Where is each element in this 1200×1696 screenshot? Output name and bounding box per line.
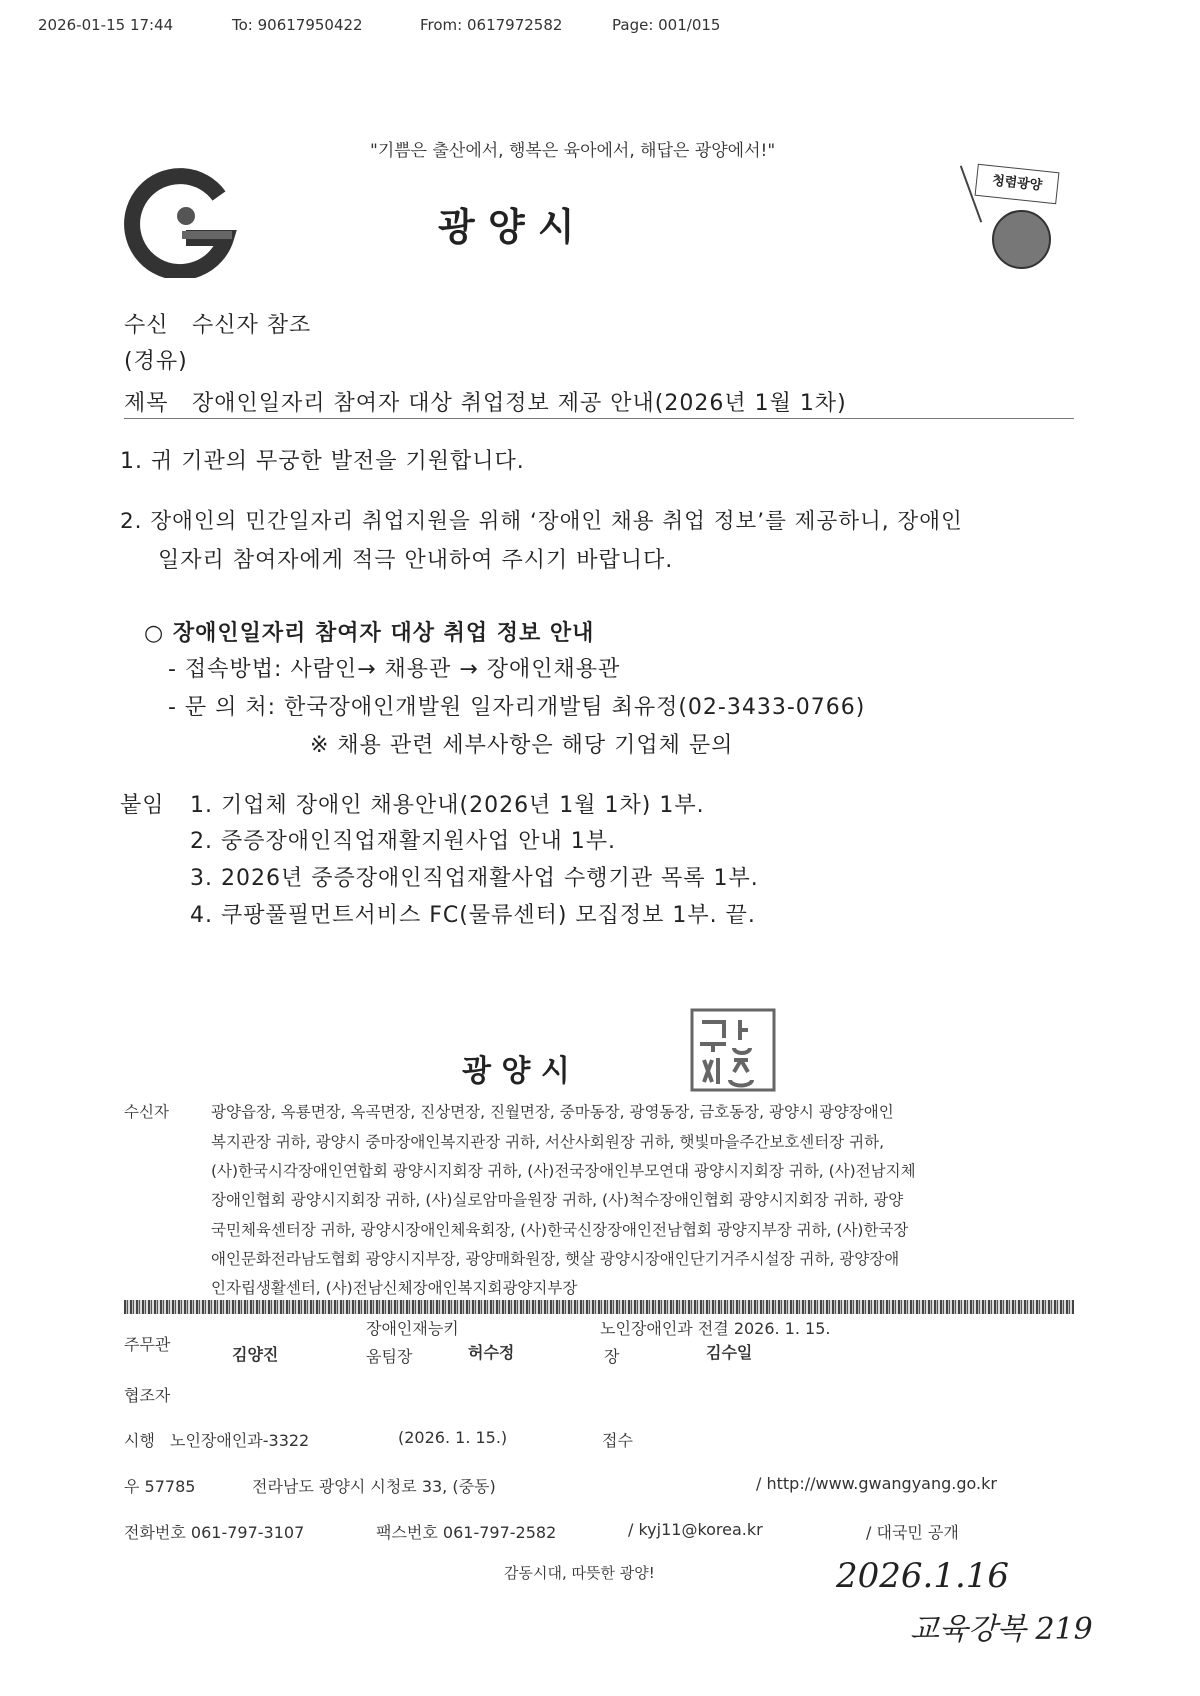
recipients-line: 애인문화전라남도협회 광양시지부장, 광양매화원장, 햇살 광양시장애인단기거주시설장 귀하, 광양장애 bbox=[211, 1250, 900, 1268]
handwritten-registration: 교육강복 219 bbox=[910, 1612, 1093, 1647]
paragraph-2-line-2: 일자리 참여자에게 적극 안내하여 주시기 바랍니다. bbox=[158, 548, 674, 573]
recipient-label: 수신 bbox=[124, 313, 169, 338]
via: (경유) bbox=[124, 349, 188, 374]
org-title: 광 양 시 bbox=[438, 205, 575, 249]
attachments-label: 붙임 bbox=[120, 793, 165, 818]
address: 전라남도 광양시 시청로 33, (중동) bbox=[252, 1477, 496, 1496]
enforce-date: (2026. 1. 15.) bbox=[398, 1428, 508, 1447]
approver-name: 김수일 bbox=[706, 1343, 753, 1362]
attachment-item: 2. 중증장애인직업재활지원사업 안내 1부. bbox=[190, 829, 616, 854]
fax-to: To: 90617950422 bbox=[232, 16, 363, 34]
disclosure: / 대국민 공개 bbox=[866, 1523, 959, 1542]
mascot-icon bbox=[970, 162, 1070, 272]
drafter-name: 김양진 bbox=[232, 1345, 279, 1364]
paragraph-1: 1. 귀 기관의 무궁한 발전을 기원합니다. bbox=[120, 449, 525, 474]
issuer-name: 광 양 시 bbox=[462, 1054, 570, 1089]
recipients-line: (사)한국시각장애인연합회 광양시지회장 귀하, (사)전국장애인부모연대 광양시지회장 귀하, (사)전남지체 bbox=[211, 1162, 916, 1180]
reviewer-title-2: 움팀장 bbox=[366, 1347, 413, 1366]
contact-info: - 문 의 처: 한국장애인개발원 일자리개발팀 최유정(02-3433-0766) bbox=[168, 695, 866, 720]
fax-datetime: 2026-01-15 17:44 bbox=[38, 16, 174, 34]
subject-label: 제목 bbox=[124, 391, 169, 416]
recipients-line: 국민체육센터장 귀하, 광양시장애인체육회장, (사)한국신장장애인전남협회 광양지부장 귀하, (사)한국장 bbox=[211, 1221, 909, 1239]
note: ※ 채용 관련 세부사항은 해당 기업체 문의 bbox=[310, 733, 734, 758]
slogan: "기쁨은 출산에서, 행복은 육아에서, 해답은 광양에서!" bbox=[370, 141, 776, 161]
cooperator-label: 협조자 bbox=[124, 1386, 171, 1405]
subject: 장애인일자리 참여자 대상 취업정보 제공 안내(2026년 1월 1차) bbox=[192, 391, 847, 416]
recipient: 수신자 참조 bbox=[192, 313, 312, 338]
approval-note: 노인장애인과 전결 2026. 1. 15. bbox=[600, 1319, 831, 1338]
city-logo-icon bbox=[124, 168, 244, 278]
reviewer-name: 허수정 bbox=[468, 1343, 515, 1362]
recipients-line: 복지관장 귀하, 광양시 중마장애인복지관장 귀하, 서산사회원장 귀하, 햇빛마을주간보호센터장 귀하, bbox=[211, 1133, 885, 1151]
fax-from: From: 0617972582 bbox=[420, 16, 563, 34]
email-link[interactable]: / kyj11@korea.kr bbox=[628, 1520, 763, 1539]
enforce-label: 시행 bbox=[124, 1431, 155, 1450]
recipients-line: 인자립생활센터, (사)전남신체장애인복지회광양지부장 bbox=[211, 1279, 578, 1297]
approver-title: 장 bbox=[604, 1347, 620, 1366]
drafter-label: 주무관 bbox=[124, 1335, 171, 1354]
fax-number: 팩스번호 061-797-2582 bbox=[376, 1523, 557, 1542]
fax-page: Page: 001/015 bbox=[612, 16, 721, 34]
recipients-line: 장애인협회 광양시지회장 귀하, (사)실로암마을원장 귀하, (사)척수장애인협회 광양시지회장 귀하, 광양 bbox=[211, 1191, 904, 1209]
phone-number: 전화번호 061-797-3107 bbox=[124, 1523, 305, 1542]
website-link[interactable]: / http://www.gwangyang.go.kr bbox=[756, 1474, 997, 1493]
city-motto: 감동시대, 따뜻한 광양! bbox=[504, 1564, 655, 1582]
reviewer-title-1: 장애인재능키 bbox=[366, 1319, 459, 1338]
subject-divider bbox=[124, 418, 1074, 419]
access-method: - 접속방법: 사람인→ 채용관 → 장애인채용관 bbox=[168, 657, 621, 682]
postal-code: 우 57785 bbox=[124, 1477, 196, 1496]
attachment-item: 3. 2026년 중증장애인직업재활사업 수행기관 목록 1부. bbox=[190, 866, 759, 891]
paragraph-2-line-1: 2. 장애인의 민간일자리 취업지원을 위해 ‘장애인 채용 취업 정보’를 제공하니, 장애인 bbox=[120, 509, 963, 534]
attachment-item: 1. 기업체 장애인 채용안내(2026년 1월 1차) 1부. bbox=[190, 793, 705, 818]
recipients-line: 광양읍장, 옥룡면장, 옥곡면장, 진상면장, 진월면장, 중마동장, 광영동장, 금호동장, 광양시 광양장애인 bbox=[211, 1103, 894, 1121]
mascot-flag: 청렴광양 bbox=[975, 164, 1060, 204]
receipt-label: 접수 bbox=[602, 1431, 633, 1450]
attachment-item: 4. 쿠팡풀필먼트서비스 FC(물류센터) 모집정보 1부. 끝. bbox=[190, 903, 756, 928]
section-title: ○ 장애인일자리 참여자 대상 취업 정보 안내 bbox=[144, 621, 595, 646]
recipients-label: 수신자 bbox=[124, 1103, 169, 1121]
separator-bar bbox=[124, 1300, 1074, 1314]
handwritten-date: 2026.1.16 bbox=[836, 1556, 1010, 1596]
official-seal-stamp bbox=[690, 1008, 776, 1092]
enforce-number: 노인장애인과-3322 bbox=[170, 1431, 310, 1450]
